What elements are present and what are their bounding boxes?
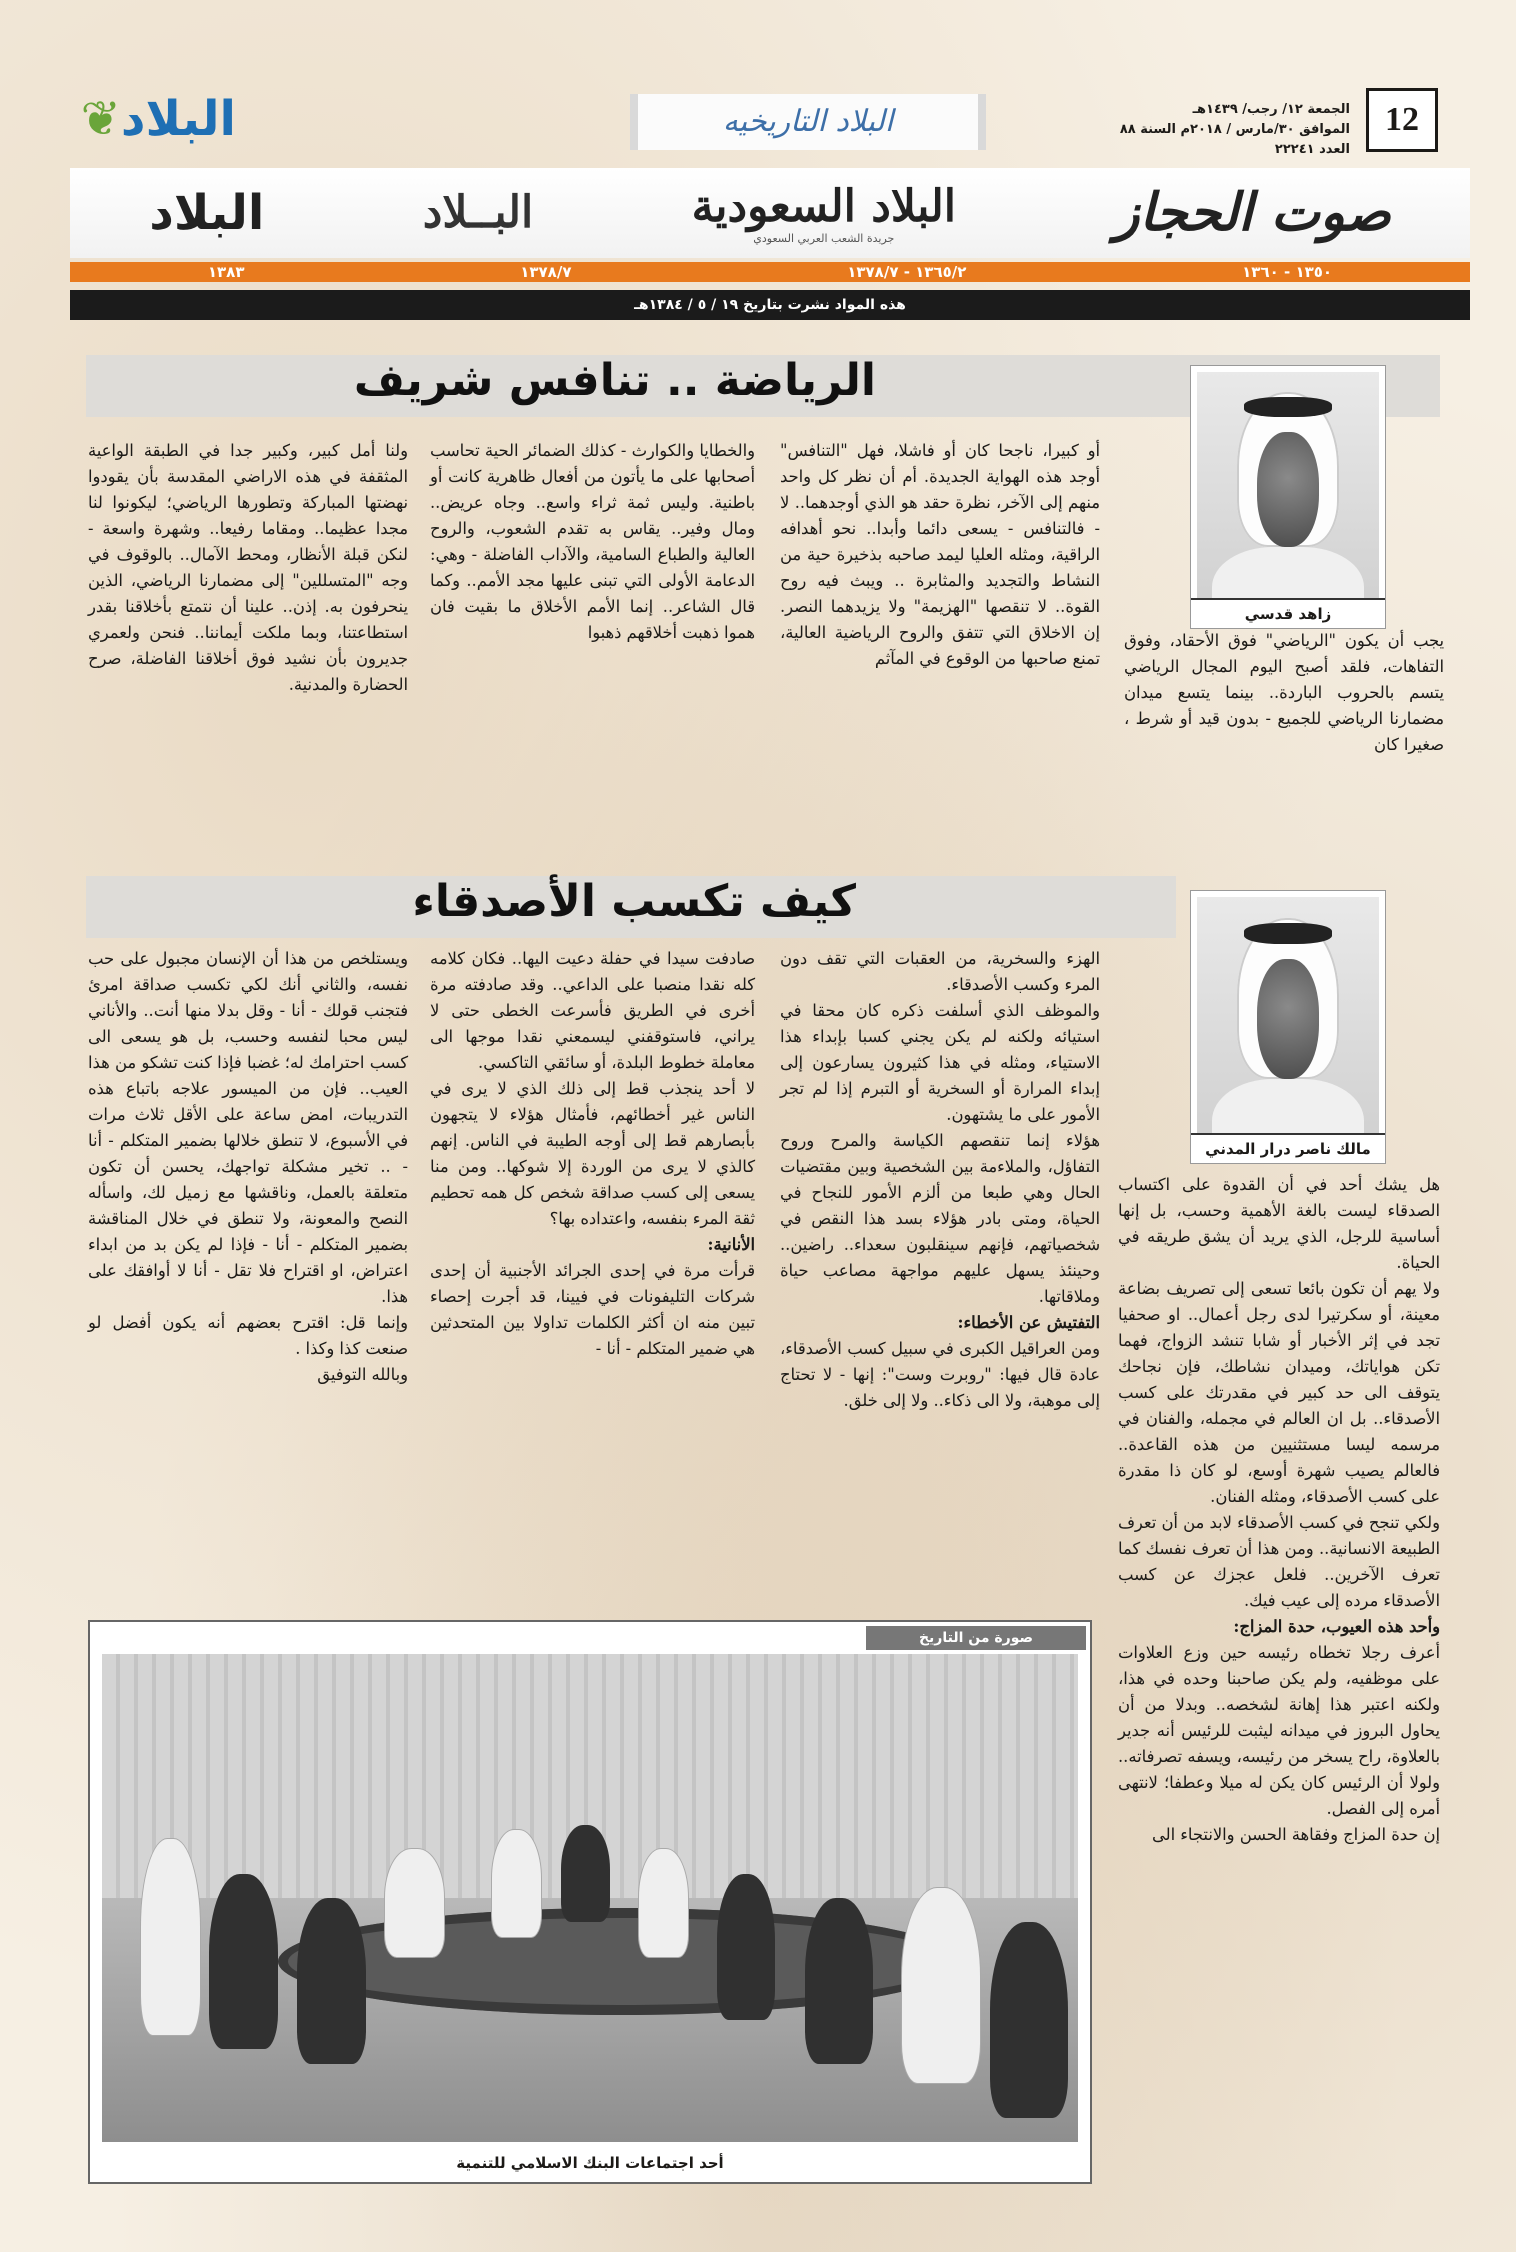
historic-mastheads	[70, 168, 1470, 258]
article1-column-2: أو كبيرا، ناجحا كان أو فاشلا، فهل "التنافس" أوجد هذه الهواية الجديدة. أم أن نظر كل واحد منهم إلى الآخر، نظرة حقد هو الذي أوجدهما.. لا - فالتنافس - يسعى دائما وأبدا.. نحو أهدافه الراقية، ومثله العليا ليمد صاحبه بذخيرة حية من النشاط والتجديد والمثابرة .. ويبث فيه روح القوة.. لا تنقصها "الهزيمة" ولا يزيدهما النصر. إن الاخلاق التي تتفق والروح الرياضية العالية، تمنع صاحبها من الوقوع في المآثم	[780, 441, 1100, 668]
publish-note: هذه المواد نشرت بتاريخ ١٩ / ٥ / ١٣٨٤هـ	[70, 290, 1470, 320]
masthead-albilad-1378	[423, 188, 534, 238]
year-range: ١٣٦٥/٢ - ١٣٧٨/٧	[847, 263, 967, 281]
archive-photo	[88, 1620, 1092, 2184]
brand-logo-text: البلاد	[120, 91, 236, 147]
paragraph: وإنما قل: اقترح بعضهم أنه يكون أفضل لو صنعت كذا وكذا .	[88, 1313, 408, 1358]
article2-author-name: مالك ناصر درار المدني	[1191, 1133, 1385, 1163]
masthead-title: البلاد	[149, 185, 265, 241]
paragraph: والموظف الذي أسلفت ذكره كان محقا في استيائه ولكنه لم يكن يجني كسبا بإبداء هذا الاستياء، ومثله في هذا كثيرون يسارعون إلى إبداء المرارة أو السخرية أو التبرم إذا لم تجر الأمور على ما يشتهون.	[780, 1001, 1100, 1124]
subheading: وأحد هذه العيوب، حدة المزاج:	[1233, 1617, 1440, 1636]
year-range: ١٣٨٣	[207, 263, 245, 281]
paragraph: هؤلاء إنما تنقصهم الكياسة والمرح وروح التفاؤل، والملاءمة بين الشخصية وبين مقتضيات الحال وهي طبعا من ألزم الأمور للنجاح في الحياة، ومتى بادر هؤلاء بسد هذا النقص في شخصياتهم، فإنهم سينقلبون سعداء.. راضين.. وحينئذ يسهل عليهم مواجهة مصاعب حياة وملاقاتها.	[780, 1131, 1100, 1306]
paragraph: الهزء والسخرية، من العقبات التي تقف دون المرء وكسب الأصدقاء.	[780, 949, 1100, 994]
meeting-photo	[102, 1654, 1078, 2142]
paragraph: قرأت مرة في إحدى الجرائد الأجنبية أن إحدى شركات التليفونات في فيينا، قد أجرت إحصاء تبين منه ان أكثر الكلمات تداولا بين المتحدثين هي ضمير المتكلم - أنا -	[430, 1261, 755, 1358]
masthead-sawt-alhijaz	[1114, 182, 1391, 243]
article1-column-3: والخطايا والكوارث - كذلك الضمائر الحية تحاسب أصحابها على ما يأتون من أفعال ظاهرية كانت أو باطنية. وليس ثمة ثراء واسع.. وجاه عريض.. ومال وفير.. يقاس به تقدم الشعوب، والروح العالية والطباع السامية، والآداب الفاضلة - وهي: الدعامة الأولى التي تبنى عليها مجد الأمم.. وكما قال الشاعر.. إنما الأمم الأخلاق ما بقيت فان هموا ذهبت أخلاقهم ذهبوا	[430, 441, 755, 642]
page-number: 12	[1366, 88, 1438, 152]
paragraph: هل يشك أحد في أن القدوة على اكتساب الصدقاء ليست بالغة الأهمية وحسب، بل إنها أساسية للرجل، الذي يريد أن يشق طريقه في الحياة.	[1118, 1175, 1440, 1272]
masthead-years	[70, 262, 1470, 282]
issue-date	[1090, 100, 1350, 160]
date-line-hijri: الجمعة ١٢/ رجب/ ١٤٣٩هـ	[1192, 102, 1350, 117]
paragraph: صادفت سيدا في حفلة دعيت اليها.. فكان كلامه كله نقدا منصبا على الداعي.. وقد صادفته مرة أخرى في الطريق فأسرعت الخطى حتى لا يراني، فاستوقفني ليسمعني نقدا موجها الى معاملة خطوط البلدة، أو سائقي التاكسي.	[430, 949, 755, 1072]
year-range: ١٣٥٠ - ١٣٦٠	[1242, 263, 1333, 281]
masthead-subtitle: جريدة الشعب العربي السعودي	[753, 231, 895, 245]
article1-column-1: يجب أن يكون "الرياضي" فوق الأحقاد، وفوق التفاهات، فلقد أصبح اليوم المجال الرياضي يتسم بالحروب الباردة.. بينما يتسع ميدان مضمارنا الرياضي للجميع - بدون قيد أو شرط ، صغيرا كان	[1124, 631, 1444, 754]
archive-photo-tag: صورة من التاريخ	[866, 1626, 1086, 1650]
article1-author-photo	[1190, 365, 1386, 629]
article1-column-4: ولنا أمل كبير، وكبير جدا في الطبقة الواعية المثقفة في هذه الاراضي المقدسة بأن يقودوا نهضتها المباركة وتطورها الرياضي؛ ليكونوا لنا مجدا عظيما.. ومقاما رفيعا.. وشهرة واسعة - لنكن قبلة الأنظار، ومحط الآمال.. بالوقوف في وجه "المتسللين" إلى مضمارنا الرياضي، الذين ينحرفون به. إذن.. علينا أن نتمتع بأخلاقنا بقدر استطاعتنا، وبما ملكت أيماننا.. فنحن ولعمري جديرون بأن نشيد فوق أخلاقنا الفاضلة، صرح الحضارة والمدنية.	[88, 441, 408, 694]
paragraph: لا أحد ينجذب قط إلى ذلك الذي لا يرى في الناس غير أخطائهم، فأمثال هؤلاء لا يتجهون بأبصارهم قط إلى أوجه الطيبة في الناس. إنهم كالذي لا يرى من الوردة إلا شوكها.. ومن منا يسعى إلى كسب صداقة شخص كل همه تحطيم ثقة المرء بنفسه، واعتداده بها؟	[430, 1079, 755, 1228]
article2-title: كيف تكسب الأصدقاء	[412, 876, 856, 927]
page-header	[70, 80, 1450, 160]
leaf-icon: ❦	[80, 91, 121, 147]
masthead-title: البــلاد	[422, 187, 534, 238]
masthead-albilad-alsaudia	[692, 182, 956, 245]
date-line-gregorian: الموافق ٣٠/مارس / ٢٠١٨م السنة ٨٨ العدد ٢٢٢٤١	[1119, 122, 1350, 157]
section-logo: البلاد التاريخيه	[630, 94, 986, 150]
paragraph: ولكي تنجح في كسب الأصدقاء لابد من أن تعرف الطبيعة الانسانية.. ومن هذا أن تعرف نفسك كما تعرف الآخرين.. فلعل عجزك عن كسب الأصدقاء مرده إلى عيب فيك.	[1118, 1513, 1440, 1610]
article1-author-name: زاهد قدسي	[1191, 598, 1385, 628]
author-portrait	[1197, 372, 1379, 622]
masthead-title: البلاد السعودية	[691, 180, 956, 232]
year-range: ١٣٧٨/٧	[520, 263, 572, 281]
archive-photo-caption: أحد اجتماعات البنك الاسلامي للتنمية	[90, 2144, 1090, 2182]
paragraph: إن حدة المزاج وفقاهة الحسن والانتجاء الى	[1152, 1825, 1440, 1844]
paragraph: ومن العراقيل الكبرى في سبيل كسب الأصدقاء، عادة قال فيها: "روبرت وست": إنها - لا تحتاج إلى موهبة، ولا الى ذكاء.. ولا إلى خلق.	[780, 1339, 1100, 1410]
article1-title: الرياضة .. تنافس شريف	[353, 355, 876, 406]
paragraph: أعرف رجلا تخطاه رئيسه حين وزع العلاوات على موظفيه، ولم يكن صاحبنا وحده في هذا، ولكنه اعتبر هذا إهانة لشخصه.. وبدلا من أن يحاول البروز في ميدانه ليثبت للرئيس أنه جدير بالعلاوة، راح يسخر من رئيسه، ويسفه تصرفاته.. ولولا أن الرئيس كان يكن له ميلا وعطفا؛ لانتهى أمره إلى الفصل.	[1118, 1643, 1440, 1818]
closing-line: وبالله التوفيق	[317, 1365, 408, 1384]
article2-column-4	[88, 946, 408, 1388]
paragraph: ولا يهم أن تكون بائعا تسعى إلى تصريف بضاعة معينة، أو سكرتيرا لدى رجل أعمال.. او صحفيا تجد في إثر الأخبار أو شابا تنشد الزواج، فهما تكن هواياتك، وميدان نشاطك، فإن نجاحك يتوقف الى حد كبير في مقدرتك على كسب الأصدقاء.. بل ان العالم في مجمله، والفنان في مرسمه ليسا مستثنيين من هذه القاعدة.. فالعالم يصيب شهرة أوسع، لو كان ذا مقدرة على كسب الأصدقاء، ومثله الفنان.	[1118, 1279, 1440, 1506]
brand-logo	[76, 84, 236, 154]
author-portrait	[1197, 897, 1379, 1157]
article2-column-3	[430, 946, 755, 1362]
paragraph: ويستلخص من هذا أن الإنسان مجبول على حب نفسه، والثاني أنك لكي تكسب صداقة امرئ فتجنب قولك - أنا - وقل بدلا منها أنت.. والأناني ليس محبا لنفسه وحسب، بل هو يسعى الى كسب احترامك له؛ غضبا فإذا كنت تشكو من هذا العيب.. فإن من الميسور علاجه باتباع هذه التدريبات، امض ساعة على الأقل ثلاث مرات في الأسبوع، لا تنطق خلالها بضمير المتكلم - أنا - .. تخير مشكلة تواجهك، يحسن أن تكون متعلقة بالعمل، وناقشها مع زميل لك، واسأله النصح والمعونة، ولا تنطق في خلال المناقشة بضمير المتكلم - أنا - فإذا لم يكن بد من ابداء اعتراض، او اقتراح فلا تقل - أنا لا أوافقك على هذا.	[88, 949, 408, 1306]
masthead-albilad-1383	[149, 185, 265, 241]
article2-column-1	[1118, 1172, 1440, 1848]
subheading: التفتيش عن الأخطاء:	[957, 1313, 1100, 1332]
masthead-title: صوت الحجاز	[1114, 182, 1391, 243]
subheading: الأنانية:	[707, 1235, 755, 1254]
article2-author-photo	[1190, 890, 1386, 1164]
article2-column-2	[780, 946, 1100, 1414]
